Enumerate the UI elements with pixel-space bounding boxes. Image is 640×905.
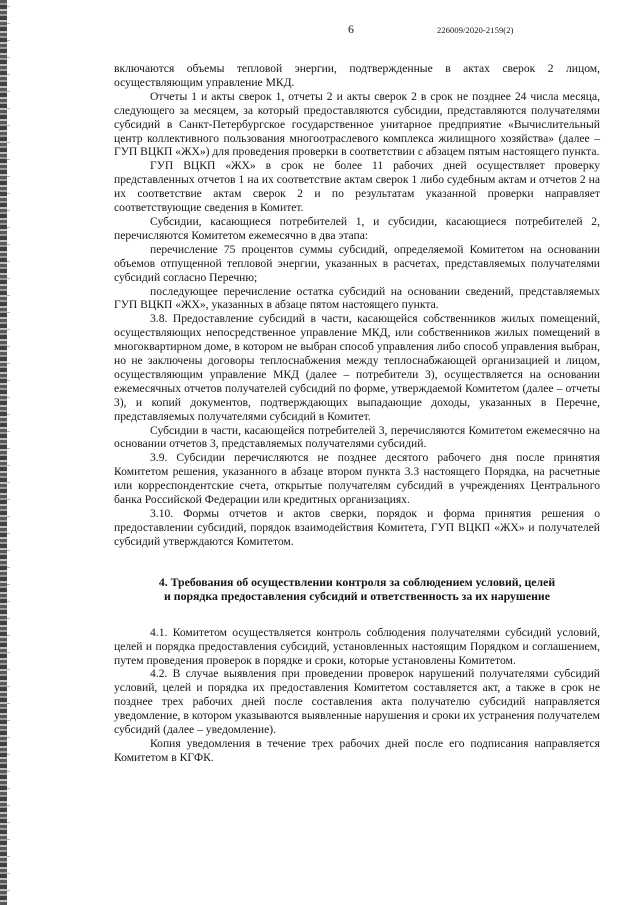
paragraph: 3.8. Предоставление субсидий в части, касающейся собственников жилых помещений, осуществляющих непосредственное управление МКД, или собственников жилых помещений в многоквартирном доме, в котором не выбран способ управления либо способ управления выбран, но не заключены договоры теплоснабжения между теплоснабжающей организацией и лицом, осуществляющим управление МКД (далее – потребители 3), осуществляется на основании ежемесячных отчетов получателей субсидий по форме, утверждаемой Комитетом (далее – отчеты 3), и копий документов, подтверждающих выпадающие доходы, указанных в Перечне, представляемых получателями субсидий в Комитет.: [114, 312, 600, 423]
paragraph: 3.9. Субсидии перечисляются не позднее десятого рабочего дня после принятия Комитетом решения, указанного в абзаце втором пункта 3.3 настоящего Порядка, на расчетные или корреспондентские счета, открытые получателям субсидий в учреждениях Центрального банка Российской Федерации или кредитных организациях.: [114, 451, 600, 507]
document-body: [114, 62, 600, 765]
paragraph: Отчеты 1 и акты сверок 1, отчеты 2 и акты сверок 2 в срок не позднее 24 числа месяца, следующего за месяцем, за который предоставляются субсидии, представляются получателями субсидий в Санкт-Петербургское государственное унитарное предприятие «Вычислительный центр коллективного пользования многоотраслевого комплекса жилищного хозяйства» (далее – ГУП ВЦКП «ЖХ») для проведения проверки в соответствии с абзацем пятым настоящего пункта.: [114, 89, 600, 159]
scan-edge-artifact: [0, 0, 7, 905]
page-number: 6: [348, 22, 354, 36]
paragraph: Субсидии в части, касающейся потребителей 3, перечисляются Комитетом ежемесячно на основании отчетов 3, представляемых получателями субсидий.: [114, 423, 600, 451]
paragraph: 4.2. В случае выявления при проведении проверок нарушений получателями субсидий условий, целей и порядка их предоставления Комитетом составляется акт, а также в срок не позднее трех рабочих дней после составления акта получателю субсидий направляется уведомление, в котором указываются выявленные нарушения и сроки их устранения получателем субсидий (далее – уведомление).: [114, 667, 600, 737]
document-number: 226009/2020-2159(2): [437, 25, 514, 35]
paragraph: последующее перечисление остатка субсидий на основании сведений, представляемых ГУП ВЦКП «ЖХ», указанных в абзаце пятом настоящего пункта.: [114, 284, 600, 312]
paragraph: ГУП ВЦКП «ЖХ» в срок не более 11 рабочих дней осуществляет проверку представленных отчетов 1 на их соответствие актам сверок 1 либо судебным актам и отчетов 2 на их соответствие актам сверок 2 и по результатам указанной проверки направляет соответствующие сведения в Комитет.: [114, 159, 600, 215]
scan-edge-artifact-inner: [7, 0, 10, 905]
section-heading: [114, 575, 600, 603]
page-header: [0, 22, 640, 38]
section-heading-line: 4. Требования об осуществлении контроля за соблюдением условий, целей: [158, 574, 556, 589]
paragraph: включаются объемы тепловой энергии, подтвержденные в актах сверок 2 лицом, осуществляющим управление МКД.: [114, 62, 600, 89]
paragraph: Субсидии, касающиеся потребителей 1, и субсидии, касающиеся потребителей 2, перечисляются Комитетом ежемесячно в два этапа:: [114, 214, 600, 242]
section-heading-line: и порядка предоставления субсидий и ответственность за их нарушение: [164, 588, 550, 603]
paragraph: перечисление 75 процентов суммы субсидий, определяемой Комитетом на основании объемов отпущенной тепловой энергии, указанных в расчетах, представляемых получателями субсидий согласно Перечню;: [114, 242, 600, 284]
paragraph: 4.1. Комитетом осуществляется контроль соблюдения получателями субсидий условий, целей и порядка предоставления субсидий, установленных настоящим Порядком и соглашением, путем проведения проверок в порядке и сроки, которые установлены Комитетом.: [114, 625, 600, 667]
paragraph: Копия уведомления в течение трех рабочих дней после его подписания направляется Комитетом в КГФК.: [114, 736, 600, 764]
paragraph: 3.10. Формы отчетов и актов сверки, порядок и форма принятия решения о предоставлении субсидий, порядок взаимодействия Комитета, ГУП ВЦКП «ЖХ» и получателей субсидий утверждаются Комитетом.: [114, 507, 600, 548]
